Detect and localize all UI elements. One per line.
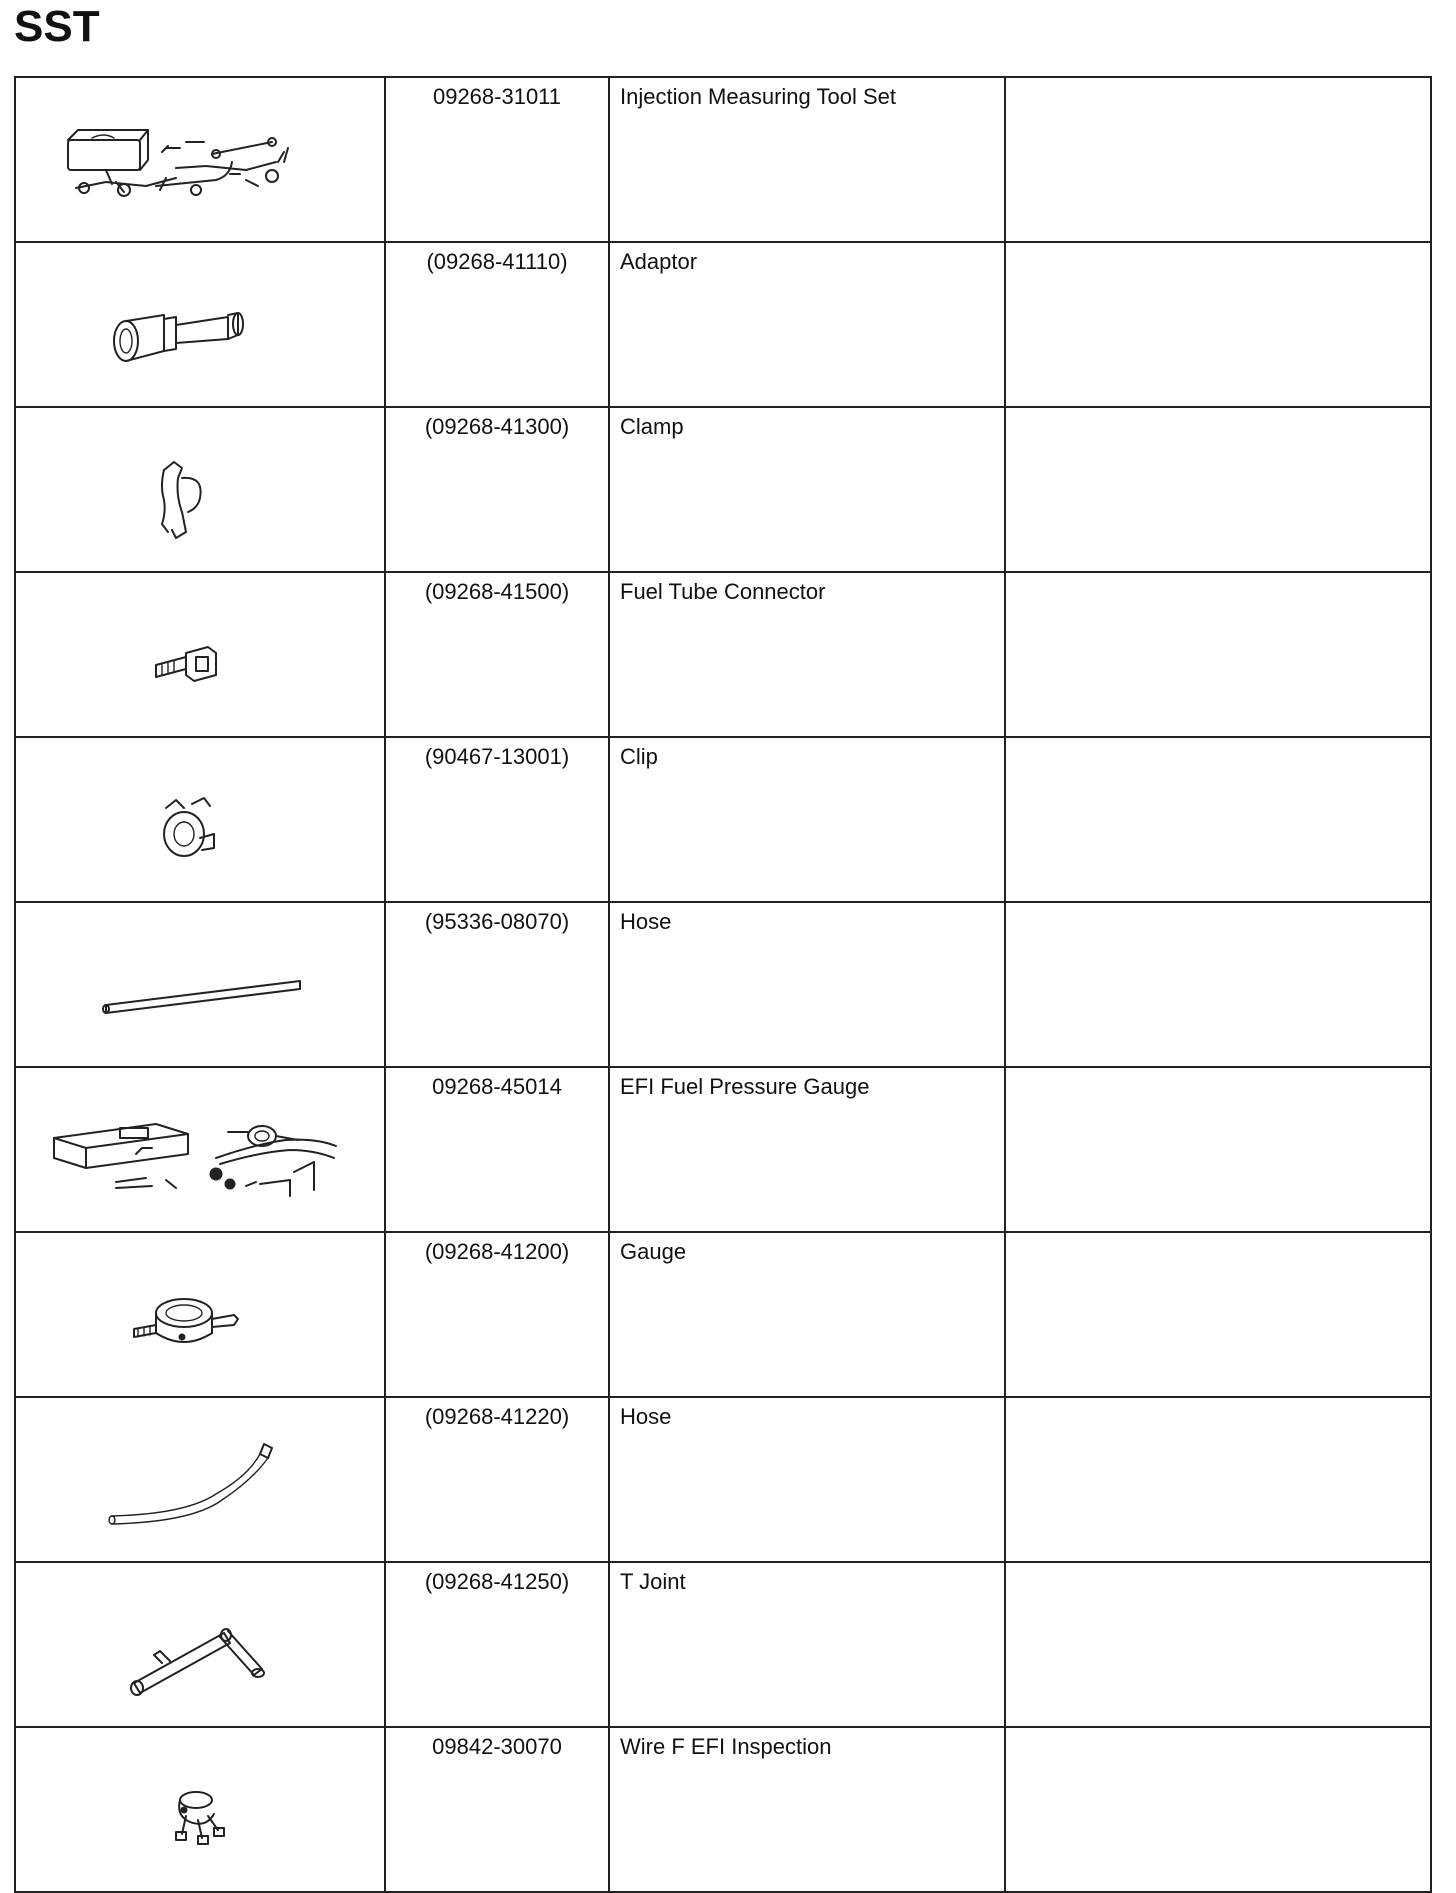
empty-cell (1005, 572, 1431, 737)
hose-icon (16, 903, 384, 1060)
empty-cell (1005, 77, 1431, 242)
wire-efi-inspection-icon (16, 1728, 384, 1885)
part-number: (90467-13001) (385, 737, 609, 902)
part-number: 09268-31011 (385, 77, 609, 242)
table-row (15, 242, 1431, 407)
table-row (15, 737, 1431, 902)
table-row (15, 1727, 1431, 1892)
sst-table (14, 76, 1432, 1893)
part-number: (09268-41250) (385, 1562, 609, 1727)
adaptor-icon (16, 243, 384, 400)
table-row (15, 1067, 1431, 1232)
empty-cell (1005, 1067, 1431, 1232)
part-number: (09268-41500) (385, 572, 609, 737)
hose-icon (16, 1398, 384, 1555)
empty-cell (1005, 1727, 1431, 1892)
table-row (15, 902, 1431, 1067)
part-number: 09268-45014 (385, 1067, 609, 1232)
part-name: Clip (609, 737, 1005, 902)
empty-cell (1005, 737, 1431, 902)
page-title: SST (14, 2, 100, 51)
part-name: Fuel Tube Connector (609, 572, 1005, 737)
table-row (15, 1397, 1431, 1562)
clip-icon (16, 738, 384, 895)
fuel-tube-connector-icon (16, 573, 384, 730)
part-number: (09268-41220) (385, 1397, 609, 1562)
empty-cell (1005, 1397, 1431, 1562)
table-row (15, 77, 1431, 242)
part-name: T Joint (609, 1562, 1005, 1727)
injection-tool-set-icon (16, 78, 384, 235)
empty-cell (1005, 902, 1431, 1067)
clamp-icon (16, 408, 384, 565)
part-number: 09842-30070 (385, 1727, 609, 1892)
part-name: Wire F EFI Inspection (609, 1727, 1005, 1892)
part-name: Adaptor (609, 242, 1005, 407)
empty-cell (1005, 242, 1431, 407)
part-number: (09268-41300) (385, 407, 609, 572)
part-name: EFI Fuel Pressure Gauge (609, 1067, 1005, 1232)
part-number: (09268-41110) (385, 242, 609, 407)
empty-cell (1005, 407, 1431, 572)
table-row (15, 1232, 1431, 1397)
part-name: Injection Measuring Tool Set (609, 77, 1005, 242)
empty-cell (1005, 1562, 1431, 1727)
t-joint-icon (16, 1563, 384, 1720)
efi-fuel-pressure-gauge-set-icon (16, 1068, 384, 1225)
table-row (15, 572, 1431, 737)
empty-cell (1005, 1232, 1431, 1397)
table-row (15, 407, 1431, 572)
part-name: Clamp (609, 407, 1005, 572)
part-name: Gauge (609, 1232, 1005, 1397)
part-name: Hose (609, 1397, 1005, 1562)
part-name: Hose (609, 902, 1005, 1067)
part-number: (09268-41200) (385, 1232, 609, 1397)
gauge-icon (16, 1233, 384, 1390)
part-number: (95336-08070) (385, 902, 609, 1067)
table-row (15, 1562, 1431, 1727)
